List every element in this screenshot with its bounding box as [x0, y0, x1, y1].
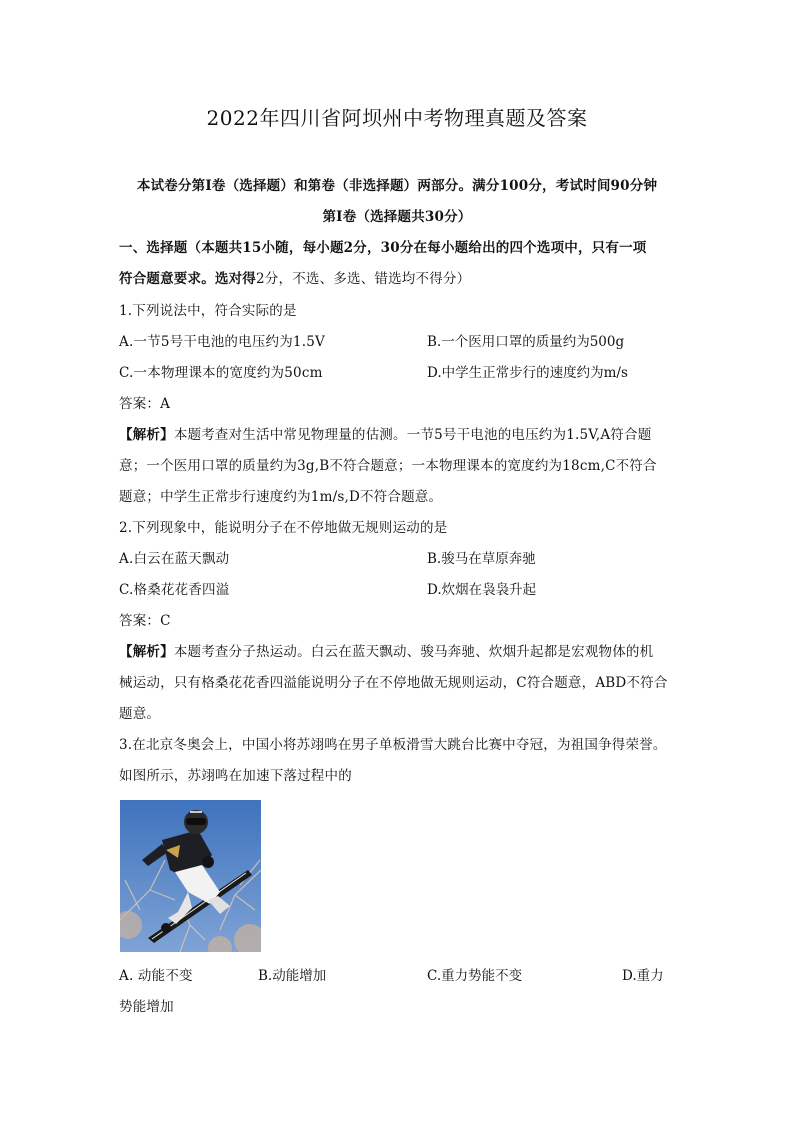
analysis-label: 【解析】 — [119, 644, 174, 660]
analysis-text: 本题考查分子热运动。白云在蓝天飘动、骏马奔驰、炊烟升起都是宏观物体的机 — [173, 644, 654, 660]
question-2-stem: 2.下列现象中，能说明分子在不停地做无规则运动的是 — [119, 520, 448, 536]
question-3-option-d-continued: 势能增加 — [119, 999, 174, 1015]
question-1-option-c: C.一本物理课本的宽度约为50cm — [119, 365, 323, 381]
question-1-analysis-line-1 — [119, 425, 651, 445]
question-1-answer: 答案：A — [119, 396, 171, 412]
snowboarder-photo — [120, 800, 261, 952]
section-title: 第Ⅰ卷（选择题共30分） — [322, 209, 472, 225]
exam-intro: 本试卷分第Ⅰ卷（选择题）和第卷（非选择题）两部分。满分100分，考试时间90分钟 — [136, 178, 658, 194]
question-2-analysis-line-2: 械运动，只有格桑花花香四溢能说明分子在不停地做无规则运动，C符合题意，ABD不符合 — [119, 675, 668, 691]
question-3-stem-line-2: 如图所示，苏翊鸣在加速下落过程中的 — [119, 768, 352, 784]
part-heading-line-1: 一、选择题（本题共15小随，每小题2分，30分在每小题给出的四个选项中，只有一项 — [119, 240, 647, 256]
analysis-text: 本题考查对生活中常见物理量的估测。一节5号干电池的电压约为1.5V,A符合题 — [173, 427, 652, 443]
question-2-analysis-line-3: 题意。 — [119, 706, 161, 722]
analysis-label: 【解析】 — [119, 427, 174, 443]
part-heading-rest: 2分，不选、多选、错选均不得分） — [256, 271, 471, 287]
question-1-option-a: A.一节5号干电池的电压约为1.5V — [119, 334, 325, 350]
question-1-option-d: D.中学生正常步行的速度约为m/s — [427, 365, 628, 381]
question-1-stem: 1.下列说法中，符合实际的是 — [119, 303, 297, 319]
part-heading-bold: 符合题意要求。选对得 — [119, 271, 256, 287]
document-title: 2022年四川省阿坝州中考物理真题及答案 — [206, 106, 588, 130]
question-3-option-a: A. 动能不变 — [119, 968, 193, 984]
question-2-option-b: B.骏马在草原奔驰 — [427, 551, 536, 567]
question-1-analysis-line-2: 意；一个医用口罩的质量约为3g,B不符合题意；一本物理课本的宽度约为18cm,C不符合 — [119, 458, 657, 474]
question-2-answer: 答案：C — [119, 613, 171, 629]
question-2-option-a: A.白云在蓝天飘动 — [119, 551, 230, 567]
question-1-analysis-line-3: 题意；中学生正常步行速度约为1m/s,D不符合题意。 — [119, 489, 443, 505]
question-1-option-b: B.一个医用口罩的质量约为500g — [427, 334, 625, 350]
question-2-option-c: C.格桑花花香四溢 — [119, 582, 230, 598]
question-2-analysis-line-1 — [119, 642, 653, 662]
question-3-stem-line-1: 3.在北京冬奥会上，中国小将苏翊鸣在男子单板滑雪大跳台比赛中夺冠，为祖国争得荣誉。 — [119, 737, 667, 753]
question-3-option-d: D.重力 — [622, 968, 664, 984]
question-3-option-c: C.重力势能不变 — [427, 968, 523, 984]
question-3-option-b: B.动能增加 — [258, 968, 327, 984]
question-2-option-d: D.炊烟在袅袅升起 — [427, 582, 537, 598]
part-heading-line-2 — [119, 269, 470, 289]
